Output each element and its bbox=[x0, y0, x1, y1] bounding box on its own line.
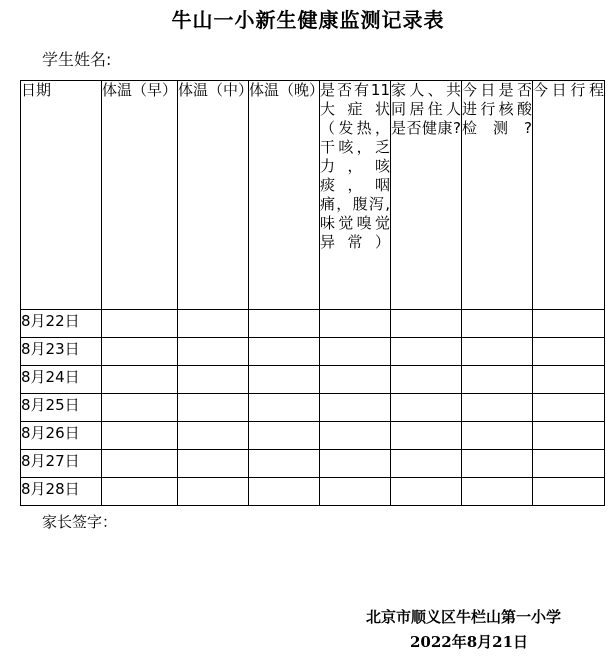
nucleic-test-cell[interactable] bbox=[462, 338, 533, 366]
temp-morning-cell[interactable] bbox=[102, 478, 178, 506]
symptoms-cell[interactable] bbox=[320, 450, 391, 478]
school-name: 北京市顺义区牛栏山第一小学 bbox=[366, 608, 562, 626]
temp-evening-cell[interactable] bbox=[249, 478, 320, 506]
symptoms-cell[interactable] bbox=[320, 422, 391, 450]
temp-morning-cell[interactable] bbox=[102, 394, 178, 422]
symptoms-cell[interactable] bbox=[320, 366, 391, 394]
table-row bbox=[21, 450, 605, 478]
nucleic-test-cell[interactable] bbox=[462, 366, 533, 394]
symptoms-cell[interactable] bbox=[320, 310, 391, 338]
table-row bbox=[21, 422, 605, 450]
temp-evening-cell[interactable] bbox=[249, 450, 320, 478]
family-health-cell[interactable] bbox=[391, 450, 462, 478]
symptoms-cell[interactable] bbox=[320, 394, 391, 422]
itinerary-cell[interactable] bbox=[533, 366, 605, 394]
date-cell: 8月25日 bbox=[21, 394, 102, 422]
table-row bbox=[21, 310, 605, 338]
temp-evening-cell[interactable] bbox=[249, 422, 320, 450]
itinerary-cell[interactable] bbox=[533, 394, 605, 422]
family-health-cell[interactable] bbox=[391, 366, 462, 394]
date-cell: 8月26日 bbox=[21, 422, 102, 450]
temp-morning-cell[interactable] bbox=[102, 310, 178, 338]
issue-date: 2022年8月21日 bbox=[410, 633, 529, 651]
temp-evening-cell[interactable] bbox=[249, 366, 320, 394]
table-row bbox=[21, 338, 605, 366]
family-health-cell[interactable] bbox=[391, 394, 462, 422]
nucleic-test-cell[interactable] bbox=[462, 478, 533, 506]
temp-noon-cell[interactable] bbox=[178, 478, 249, 506]
date-cell: 8月28日 bbox=[21, 478, 102, 506]
table-row bbox=[21, 394, 605, 422]
temp-noon-cell[interactable] bbox=[178, 422, 249, 450]
temp-morning-cell[interactable] bbox=[102, 366, 178, 394]
itinerary-cell[interactable] bbox=[533, 422, 605, 450]
family-health-cell[interactable] bbox=[391, 478, 462, 506]
nucleic-test-cell[interactable] bbox=[462, 394, 533, 422]
table-row bbox=[21, 366, 605, 394]
nucleic-test-cell[interactable] bbox=[462, 422, 533, 450]
temp-morning-cell[interactable] bbox=[102, 338, 178, 366]
header-temp-evening: 体温（晚） bbox=[249, 81, 320, 310]
date-cell: 8月27日 bbox=[21, 450, 102, 478]
date-cell: 8月24日 bbox=[21, 366, 102, 394]
table-row bbox=[21, 478, 605, 506]
family-health-cell[interactable] bbox=[391, 422, 462, 450]
temp-morning-cell[interactable] bbox=[102, 450, 178, 478]
header-temp-morning: 体温（早） bbox=[102, 81, 178, 310]
itinerary-cell[interactable] bbox=[533, 478, 605, 506]
temp-morning-cell[interactable] bbox=[102, 422, 178, 450]
header-temp-noon: 体温（中） bbox=[178, 81, 249, 310]
symptoms-cell[interactable] bbox=[320, 478, 391, 506]
temp-evening-cell[interactable] bbox=[249, 310, 320, 338]
itinerary-cell[interactable] bbox=[533, 450, 605, 478]
temp-noon-cell[interactable] bbox=[178, 310, 249, 338]
symptoms-cell[interactable] bbox=[320, 338, 391, 366]
family-health-cell[interactable] bbox=[391, 310, 462, 338]
student-name-label: 学生姓名: bbox=[42, 50, 112, 69]
itinerary-cell[interactable] bbox=[533, 310, 605, 338]
date-cell: 8月23日 bbox=[21, 338, 102, 366]
nucleic-test-cell[interactable] bbox=[462, 310, 533, 338]
header-itinerary: 今日行程 bbox=[533, 81, 605, 310]
header-row bbox=[21, 81, 605, 310]
family-health-cell[interactable] bbox=[391, 338, 462, 366]
itinerary-cell[interactable] bbox=[533, 338, 605, 366]
temp-noon-cell[interactable] bbox=[178, 338, 249, 366]
header-nucleic-test: 今日是否进行核酸检测? bbox=[462, 81, 533, 310]
header-family-health: 家人、共同居住人是否健康? bbox=[391, 81, 462, 310]
date-cell: 8月22日 bbox=[21, 310, 102, 338]
temp-noon-cell[interactable] bbox=[178, 450, 249, 478]
nucleic-test-cell[interactable] bbox=[462, 450, 533, 478]
temp-noon-cell[interactable] bbox=[178, 394, 249, 422]
temp-evening-cell[interactable] bbox=[249, 394, 320, 422]
health-record-table bbox=[20, 80, 605, 506]
parent-signature-label: 家长签字： bbox=[42, 513, 118, 531]
temp-noon-cell[interactable] bbox=[178, 366, 249, 394]
document-title: 牛山一小新生健康监测记录表 bbox=[171, 8, 445, 32]
header-date: 日期 bbox=[21, 81, 102, 310]
temp-evening-cell[interactable] bbox=[249, 338, 320, 366]
header-symptoms: 是否有11大症状（发热，干咳，乏力，咳痰，咽痛，腹泻,味觉嗅觉异常） bbox=[320, 81, 391, 310]
